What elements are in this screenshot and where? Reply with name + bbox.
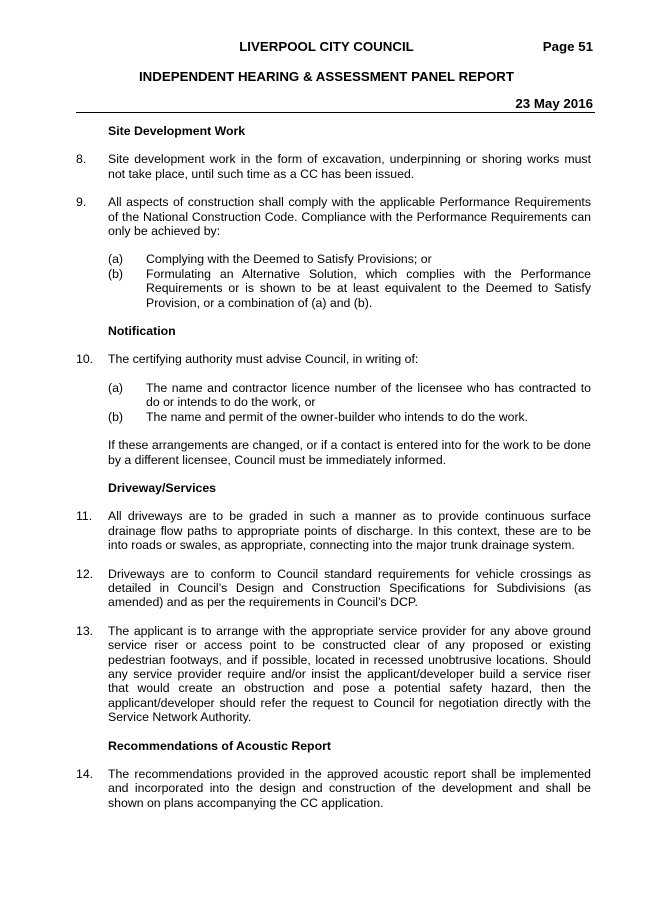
report-title: INDEPENDENT HEARING & ASSESSMENT PANEL REPORT [138,69,515,84]
item-number: 12. [76,566,94,581]
document-body [76,124,591,810]
sub-item-text: Formulating an Alternative Solution, which complies with the Performance Requirements or is shown to be at least equivalent to the Deemed to Satisfy Provision, or a combination of (a) and (b). [146,266,591,310]
item-text: The recommendations provided in the approved acoustic report shall be implemented and incorporated into the design and construction of the development and shall be shown on plans accompanying the CC application. [108,767,591,810]
report-date: 23 May 2016 [515,96,593,111]
item-number: 8. [76,152,87,167]
condition-item-8 [76,152,591,181]
notification-note: If these arrangements are changed, or if a contact is entered into for the work to be done by a different licensee, Council must be immediately informed. [108,438,591,467]
item-text: All aspects of construction shall comply with the applicable Performance Requirements of the National Construction Code. Compliance with the Performance Requirements can only be achieved by: [108,195,591,239]
sub-item-9a [108,252,591,266]
sub-item-label: (a) [108,252,124,267]
condition-item-12 [76,567,591,610]
sub-item-label: (b) [108,266,124,281]
item-text: Site development work in the form of excavation, underpinning or shoring works must not take place, until such time as a CC has been issued. [108,152,591,181]
sub-item-label: (b) [108,409,124,424]
condition-item-13 [76,624,591,725]
section-heading-acoustic-report: Recommendations of Acoustic Report [108,738,331,753]
sub-item-text: Complying with the Deemed to Satisfy Provisions; or [146,252,432,267]
sub-item-label: (a) [108,380,124,395]
item-number: 9. [76,195,87,210]
sub-item-10a [108,381,591,410]
header-rule [76,112,595,113]
item-number: 11. [76,509,93,524]
sub-item-10b [108,410,591,424]
item-text: Driveways are to conform to Council standard requirements for vehicle crossings as detailed in Council’s Design and Construction Specifications for Subdivisions (as amended) and as per the requirements in Council’s DCP. [108,566,591,610]
council-name: LIVERPOOL CITY COUNCIL [239,39,414,54]
section-heading-notification: Notification [108,324,176,339]
section-heading-driveway-services: Driveway/Services [108,480,217,495]
sub-item-text: The name and contractor licence number of the licensee who has contracted to do or intends to do the work, or [146,380,591,410]
item-number: 10. [76,352,94,367]
item-text: The applicant is to arrange with the appropriate service provider for any above ground service riser or access point to be constructed clear of any proposed or existing pedestrian footways, and if possible, located in recessed unobtrusive locations. Should any service provider require and/or insist the applicant/developer build a service riser that would create an obstruction and pose a potential safety hazard, then the applicant/developer should refer the request to Council for negotiation directly with the Service Network Authority. [108,623,591,725]
condition-item-11 [76,509,591,552]
item-text: The certifying authority must advise Council, in writing of: [108,352,419,367]
sub-item-9b [108,267,591,310]
sub-item-text: The name and permit of the owner-builder who intends to do the work. [146,409,529,424]
item-text: All driveways are to be graded in such a manner as to provide continuous surface drainage flow paths to appropriate points of discharge. In this context, these are to be into roads or swales, as appropriate, connecting into the major trunk drainage system. [108,509,591,553]
item-number: 13. [76,623,94,638]
condition-item-14 [76,767,591,810]
condition-item-10 [76,352,591,366]
item-number: 14. [76,767,94,781]
page-number: Page 51 [542,39,593,54]
condition-item-9 [76,195,591,238]
section-heading-site-development: Site Development Work [108,124,246,138]
